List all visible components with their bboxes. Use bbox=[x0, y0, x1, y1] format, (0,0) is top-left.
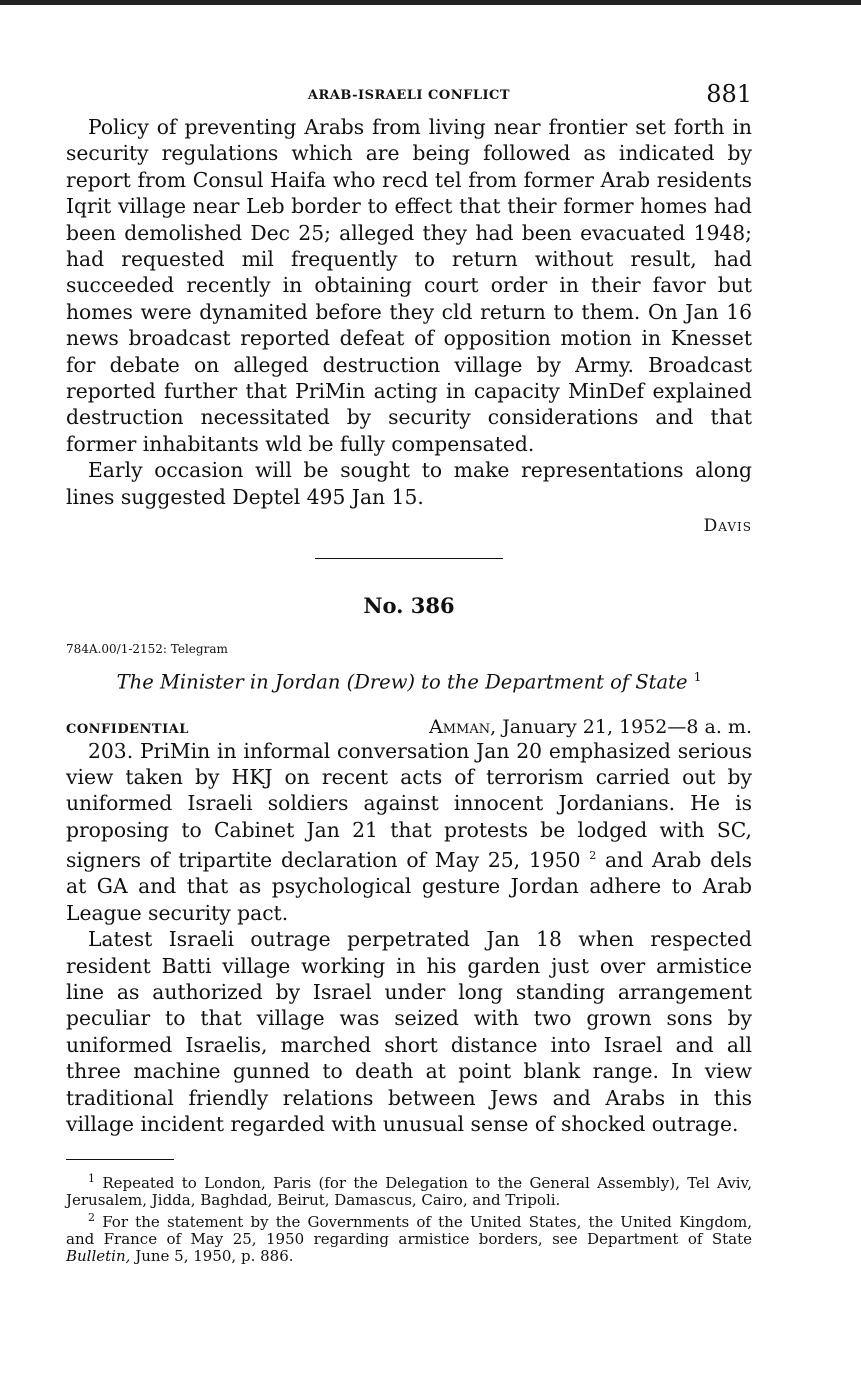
footnote-marker: 1 bbox=[693, 670, 702, 685]
document-number: No. 386 bbox=[363, 593, 455, 619]
running-head: ARAB-ISRAELI CONFLICT bbox=[307, 88, 511, 103]
paragraph-text: 203. PriMin in informal conversation Jan 20 emphasized serious view taken by HKJ on recent acts of terrorism carried out by uniformed Israeli soldiers against innocent Jordanians. He is proposing to Cabinet Jan 21 that protests be lodged with SC, signers of tripartite declaration of May 25, 1950 bbox=[66, 738, 752, 872]
footnote-text: June 5, 1950, p. 886. bbox=[135, 1247, 294, 1266]
dateline bbox=[429, 716, 752, 738]
footnote bbox=[66, 1170, 752, 1209]
document-title-text: The Minister in Jordan (Drew) to the Department of State bbox=[116, 670, 688, 694]
paragraph-text: and Arab dels at GA and that as psychological gesture Jordan adhere to Arab League security pact. bbox=[66, 847, 753, 925]
page-header bbox=[66, 80, 752, 114]
dateline-date: January 21, 1952—8 a. m. bbox=[502, 715, 752, 738]
file-reference: 784A.00/1-2152: Telegram bbox=[66, 642, 228, 657]
footnote bbox=[66, 1209, 752, 1265]
footnote-marker: 2 bbox=[589, 849, 597, 863]
footnote-italic: Bulletin, bbox=[66, 1247, 131, 1266]
footnote-mark: 2 bbox=[88, 1211, 95, 1225]
classification-line bbox=[66, 716, 752, 738]
page bbox=[66, 80, 752, 1265]
top-border bbox=[0, 0, 861, 5]
footnote-rule bbox=[66, 1159, 174, 1160]
body-paragraph: Early occasion will be sought to make representations along lines suggested Deptel 495 Jan 15. bbox=[66, 458, 752, 509]
footnote-mark: 1 bbox=[88, 1172, 95, 1186]
document-title bbox=[66, 670, 752, 694]
classification: CONFIDENTIAL bbox=[66, 721, 189, 737]
section-divider bbox=[315, 558, 503, 559]
footnote-text: Repeated to London, Paris (for the Delegation to the General Assembly), Tel Aviv, Jerusalem, Jidda, Baghdad, Beirut, Damascus, Cairo, and Tripoli. bbox=[66, 1174, 752, 1210]
footnote-text: For the statement by the Governments of the United States, the United Kingdom, and France of May 25, 1950 regarding armistice borders, see Department of State bbox=[66, 1213, 752, 1249]
dateline-place: Amman, bbox=[428, 715, 497, 738]
body-paragraph bbox=[66, 738, 752, 927]
signature: Davis bbox=[703, 516, 752, 537]
body-paragraph: Latest Israeli outrage perpetrated Jan 18 when respected resident Batti village working in his garden just over armistice line as authorized by Israel under long standing arrangement peculiar to that village was seized with two grown sons by uniformed Israelis, marched short distance into Israel and all three machine gunned to death at point blank range. In view traditional friendly relations between Jews and Arabs in this village incident regarded with unusual sense of shocked outrage. bbox=[66, 927, 752, 1137]
page-number: 881 bbox=[706, 80, 752, 108]
body-paragraph: Policy of preventing Arabs from living near frontier set forth in security regulations which are being followed as indicated by report from Consul Haifa who recd tel from former Arab residents Iqrit village near Leb border to effect that their former homes had been demolished Dec 25; alleged they had been evacuated 1948; had requested mil frequently to return without result, had succeeded recently in obtaining court order in their favor but homes were dynamited before they cld return to them. On Jan 16 news broadcast reported defeat of opposition motion in Knesset for debate on alleged destruction village by Army. Broadcast reported further that PriMin acting in capacity MinDef explained destruction necessitated by security considerations and that former inhabitants wld be fully compensated. bbox=[66, 115, 752, 456]
